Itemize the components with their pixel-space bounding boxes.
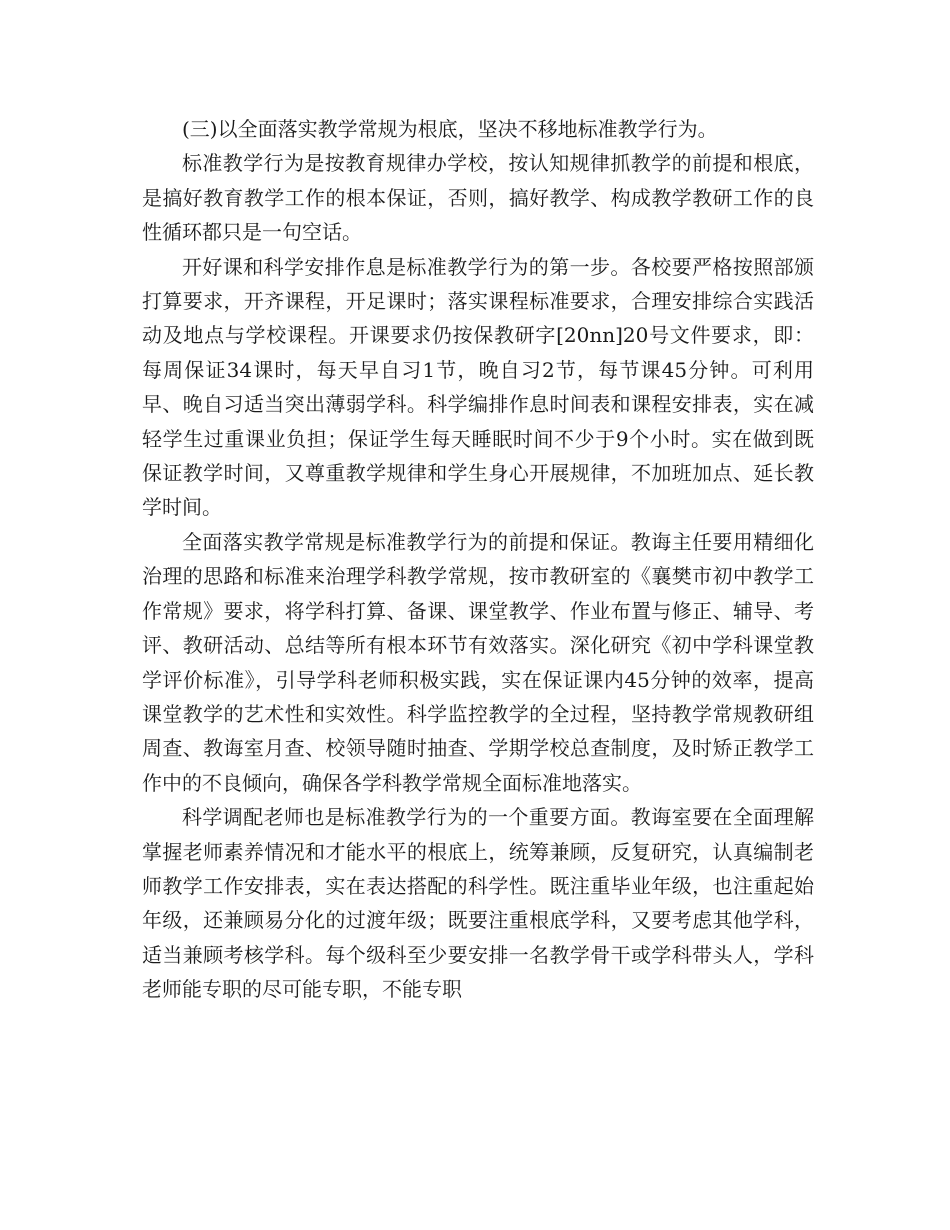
paragraph-1: 标准教学行为是按教育规律办学校，按认知规律抓教学的前提和根底，是搞好教育教学工作的根本保证，否则，搞好教学、构成教学教研工作的良性循环都只是一句空话。 (142, 151, 814, 245)
section-heading: (三)以全面落实教学常规为根底，坚决不移地标准教学行为。 (182, 117, 718, 141)
document-body (142, 112, 814, 1007)
paragraph-4: 科学调配老师也是标准教学行为的一个重要方面。教诲室要在全面理解掌握老师素养情况和才能水平的根底上，统筹兼顾，反复研究，认真编制老师教学工作安排表，实在表达搭配的科学性。既注重毕业年级，也注重起始年级，还兼顾易分化的过渡年级；既要注重根底学科，又要考虑其他学科，适当兼顾考核学科。每个级科至少要安排一名教学骨干或学科带头人，学科老师能专职的尽可能专职，不能专职 (142, 805, 814, 1002)
paragraph-2: 开好课和科学安排作息是标准教学行为的第一步。各校要严格按照部颁打算要求，开齐课程，开足课时；落实课程标准要求，合理安排综合实践活动及地点与学校课程。开课要求仍按保教研字[20nn]20号文件要求，即：每周保证34课时，每天早自习1节，晚自习2节，每节课45分钟。可利用早、晚自习适当突出薄弱学科。科学编排作息时间表和课程安排表，实在减轻学生过重课业负担；保证学生每天睡眠时间不少于9个小时。实在做到既保证教学时间，又尊重教学规律和学生身心开展规律，不加班加点、延长教学时间。 (142, 254, 814, 520)
paragraph-3: 全面落实教学常规是标准教学行为的前提和保证。教诲主任要用精细化治理的思路和标准来治理学科教学常规，按市教研室的《襄樊市初中教学工作常规》要求，将学科打算、备课、课堂教学、作业布置与修正、辅导、考评、教研活动、总结等所有根本环节有效落实。深化研究《初中学科课堂教学评价标准》，引导学科老师积极实践，实在保证课内45分钟的效率，提高课堂教学的艺术性和实效性。科学监控教学的全过程，坚持教学常规教研组周查、教诲室月查、校领导随时抽查、学期学校总查制度，及时矫正教学工作中的不良倾向，确保各学科教学常规全面标准地落实。 (142, 529, 814, 795)
